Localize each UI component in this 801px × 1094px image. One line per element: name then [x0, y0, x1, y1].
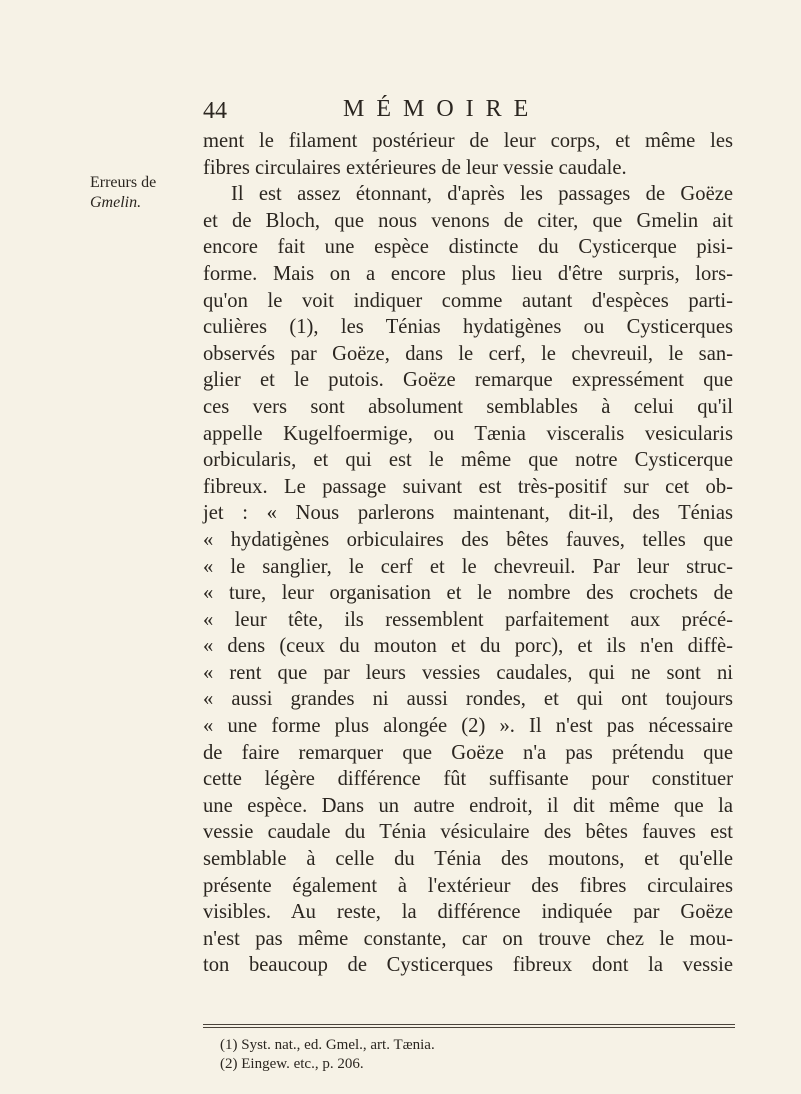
text-line: « rent que par leurs vessies caudales, qui ne sont ni: [203, 661, 733, 684]
text-line: culières (1), les Ténias hydatigènes ou Cysticerques: [203, 316, 733, 339]
text-line: Il est assez étonnant, d'après les passages de Goëze: [231, 183, 733, 206]
body-text: [203, 128, 733, 979]
text-line: « aussi grandes ni aussi rondes, et qui ont toujours: [203, 688, 733, 711]
text-line: fibres circulaires extérieures de leur vessie caudale.: [203, 156, 627, 179]
text-line: glier et le putois. Goëze remarque expressément que: [203, 369, 733, 392]
text-line: visibles. Au reste, la différence indiquée par Goëze: [203, 901, 733, 924]
margin-note-line: Erreurs de: [90, 174, 157, 191]
footnote: (1) Syst. nat., ed. Gmel., art. Tænia.: [220, 1037, 435, 1053]
text-line: ces vers sont absolument semblables à celui qu'il: [203, 395, 733, 418]
text-line: « dens (ceux du mouton et du porc), et ils n'en diffè-: [203, 635, 733, 658]
footnote: (2) Eingew. etc., p. 206.: [220, 1056, 364, 1072]
running-title: MÉMOIRE: [343, 96, 541, 122]
margin-note: [90, 173, 200, 213]
text-line: semblable à celle du Ténia des moutons, et qu'elle: [203, 848, 733, 871]
page-header: [203, 96, 743, 132]
text-line: appelle Kugelfoermige, ou Tænia visceralis vesicularis: [203, 422, 733, 445]
text-line: observés par Goëze, dans le cerf, le chevreuil, le san-: [203, 342, 733, 365]
text-line: « leur tête, ils ressemblent parfaitement aux précé-: [203, 608, 733, 631]
page-number: 44: [203, 98, 227, 124]
text-line: orbicularis, et qui est le même que notre Cysticerque: [203, 449, 733, 472]
footnote-rule: [203, 1024, 735, 1028]
text-line: forme. Mais on a encore plus lieu d'être surpris, lors-: [203, 262, 733, 285]
text-line: cette légère différence fût suffisante pour constituer: [203, 768, 733, 791]
text-line: n'est pas même constante, car on trouve chez le mou-: [203, 927, 733, 950]
text-line: « une forme plus alongée (2) ». Il n'est pas nécessaire: [203, 715, 733, 738]
text-line: qu'on le voit indiquer comme autant d'espèces parti-: [203, 289, 733, 312]
text-line: encore fait une espèce distincte du Cysticerque pisi-: [203, 236, 733, 259]
text-line: ment le filament postérieur de leur corps, et même les: [203, 130, 733, 152]
text-line: vessie caudale du Ténia vésiculaire des bêtes fauves est: [203, 821, 733, 844]
text-line: fibreux. Le passage suivant est très-positif sur cet ob-: [203, 475, 733, 498]
text-line: de faire remarquer que Goëze n'a pas prétendu que: [203, 741, 733, 764]
margin-note-line: Gmelin.: [90, 194, 142, 211]
text-line: présente également à l'extérieur des fibres circulaires: [203, 874, 733, 897]
text-line: et de Bloch, que nous venons de citer, que Gmelin ait: [203, 209, 733, 232]
text-line: « le sanglier, le cerf et le chevreuil. Par leur struc-: [203, 555, 733, 578]
text-line: « hydatigènes orbiculaires des bêtes fauves, telles que: [203, 528, 733, 551]
text-line: « ture, leur organisation et le nombre des crochets de: [203, 582, 733, 605]
text-line: une espèce. Dans un autre endroit, il dit même que la: [203, 794, 733, 817]
text-line: ton beaucoup de Cysticerques fibreux dont la vessie: [203, 954, 733, 977]
footnotes: [220, 1036, 720, 1074]
text-line: jet : « Nous parlerons maintenant, dit-il, des Ténias: [203, 502, 733, 525]
